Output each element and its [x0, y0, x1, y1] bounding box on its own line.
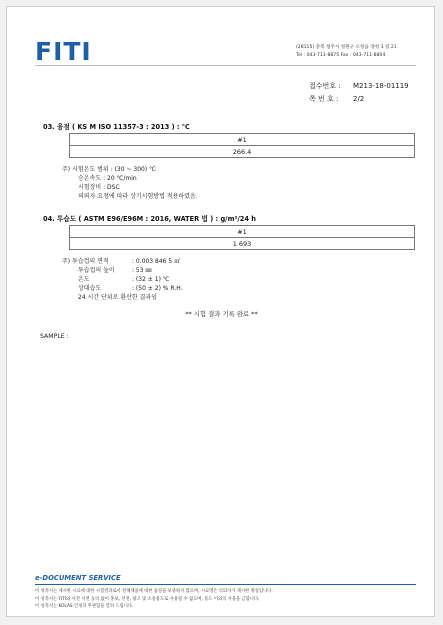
- section-4-notes: [62, 257, 183, 302]
- document-meta: [309, 80, 409, 106]
- note-value: : 0.003 846 5 ㎡: [132, 258, 181, 265]
- section-4-value: 1 693: [70, 238, 415, 250]
- footer-line: 이 성적서는 FITI와 사전 서면 동의 없이 홍보, 선전, 광고 및 소송용도로 사용될 수 없으며, 용도 이외의 사용을 금합니다.: [35, 596, 260, 602]
- note-key: 주) 투습컵의 면적: [62, 258, 109, 265]
- footer-divider: [35, 584, 416, 585]
- note-value: : (50 ± 2) % R.H.: [132, 285, 183, 292]
- footer-line: 이 성적서는 제시한 시료에 대한 시험결과로서 전체제품에 대한 품질을 보증하지 않으며, 시료명은 의뢰자가 제시한 명칭입니다.: [35, 589, 273, 594]
- footer-disclaimer: [35, 588, 273, 611]
- note-key: 투습컵의 높이: [78, 267, 115, 274]
- section-3-value: 266.4: [70, 146, 415, 158]
- note-key: 승온속도 :: [78, 175, 106, 182]
- receipt-number: M213-18-01119: [353, 82, 409, 90]
- note-key: 시험장비 :: [78, 184, 106, 191]
- page-number: 2/2: [353, 95, 365, 103]
- section-4-title: 04. 투습도 ( ASTM E96/E96M : 2016, WATER 법 ) : g/m²/24 h: [43, 215, 256, 223]
- note-key: 상대습도: [78, 285, 102, 292]
- header-divider: [35, 65, 416, 66]
- section-3-column-header: #1: [70, 134, 415, 146]
- sample-label: SAMPLE :: [40, 333, 69, 340]
- note-value: : 53 ㎜: [132, 267, 152, 274]
- page-label: 쪽 번 호 :: [309, 95, 339, 103]
- section-4-table: [69, 225, 415, 250]
- section-3-title: 03. 융점 ( KS M ISO 11357-3 : 2013 ) : ℃: [43, 123, 190, 131]
- note-key: 의뢰자 요청에 따라 상기시험방법 적용하였음.: [78, 193, 198, 200]
- note-key: 주) 시험온도 범위 :: [62, 166, 113, 173]
- note-key: 24 시간 단위로 환산한 결과임: [78, 294, 158, 301]
- section-4-column-header: #1: [70, 226, 415, 238]
- note-value: : (32 ± 1) ℃: [132, 276, 170, 283]
- contact-info: [296, 44, 416, 60]
- report-page: [6, 6, 435, 617]
- receipt-label: 접수번호 :: [309, 82, 341, 90]
- section-3-table: [69, 133, 415, 158]
- section-3-notes: [62, 165, 198, 201]
- footer-line: 이 성적서는 KOLAS 인정과 무관함을 알려 드립니다.: [35, 604, 134, 610]
- footer-title: e-DOCUMENT SERVICE: [35, 574, 121, 582]
- address-text: (28115) 충북 청주시 청원구 오창읍 양청 3 길 21: [296, 45, 397, 50]
- note-value: DSC: [107, 184, 120, 191]
- note-value: (30 ~ 300) ℃: [114, 166, 156, 173]
- note-value: 20 ℃/min: [107, 175, 137, 182]
- tel-fax-text: Tel : 043-711-8875 Fax : 043-711-8804: [296, 53, 386, 58]
- completion-text: ** 시험 결과 기록 완료 **: [185, 310, 258, 318]
- fiti-logo: FITI: [35, 37, 92, 66]
- note-key: 온도: [78, 276, 90, 283]
